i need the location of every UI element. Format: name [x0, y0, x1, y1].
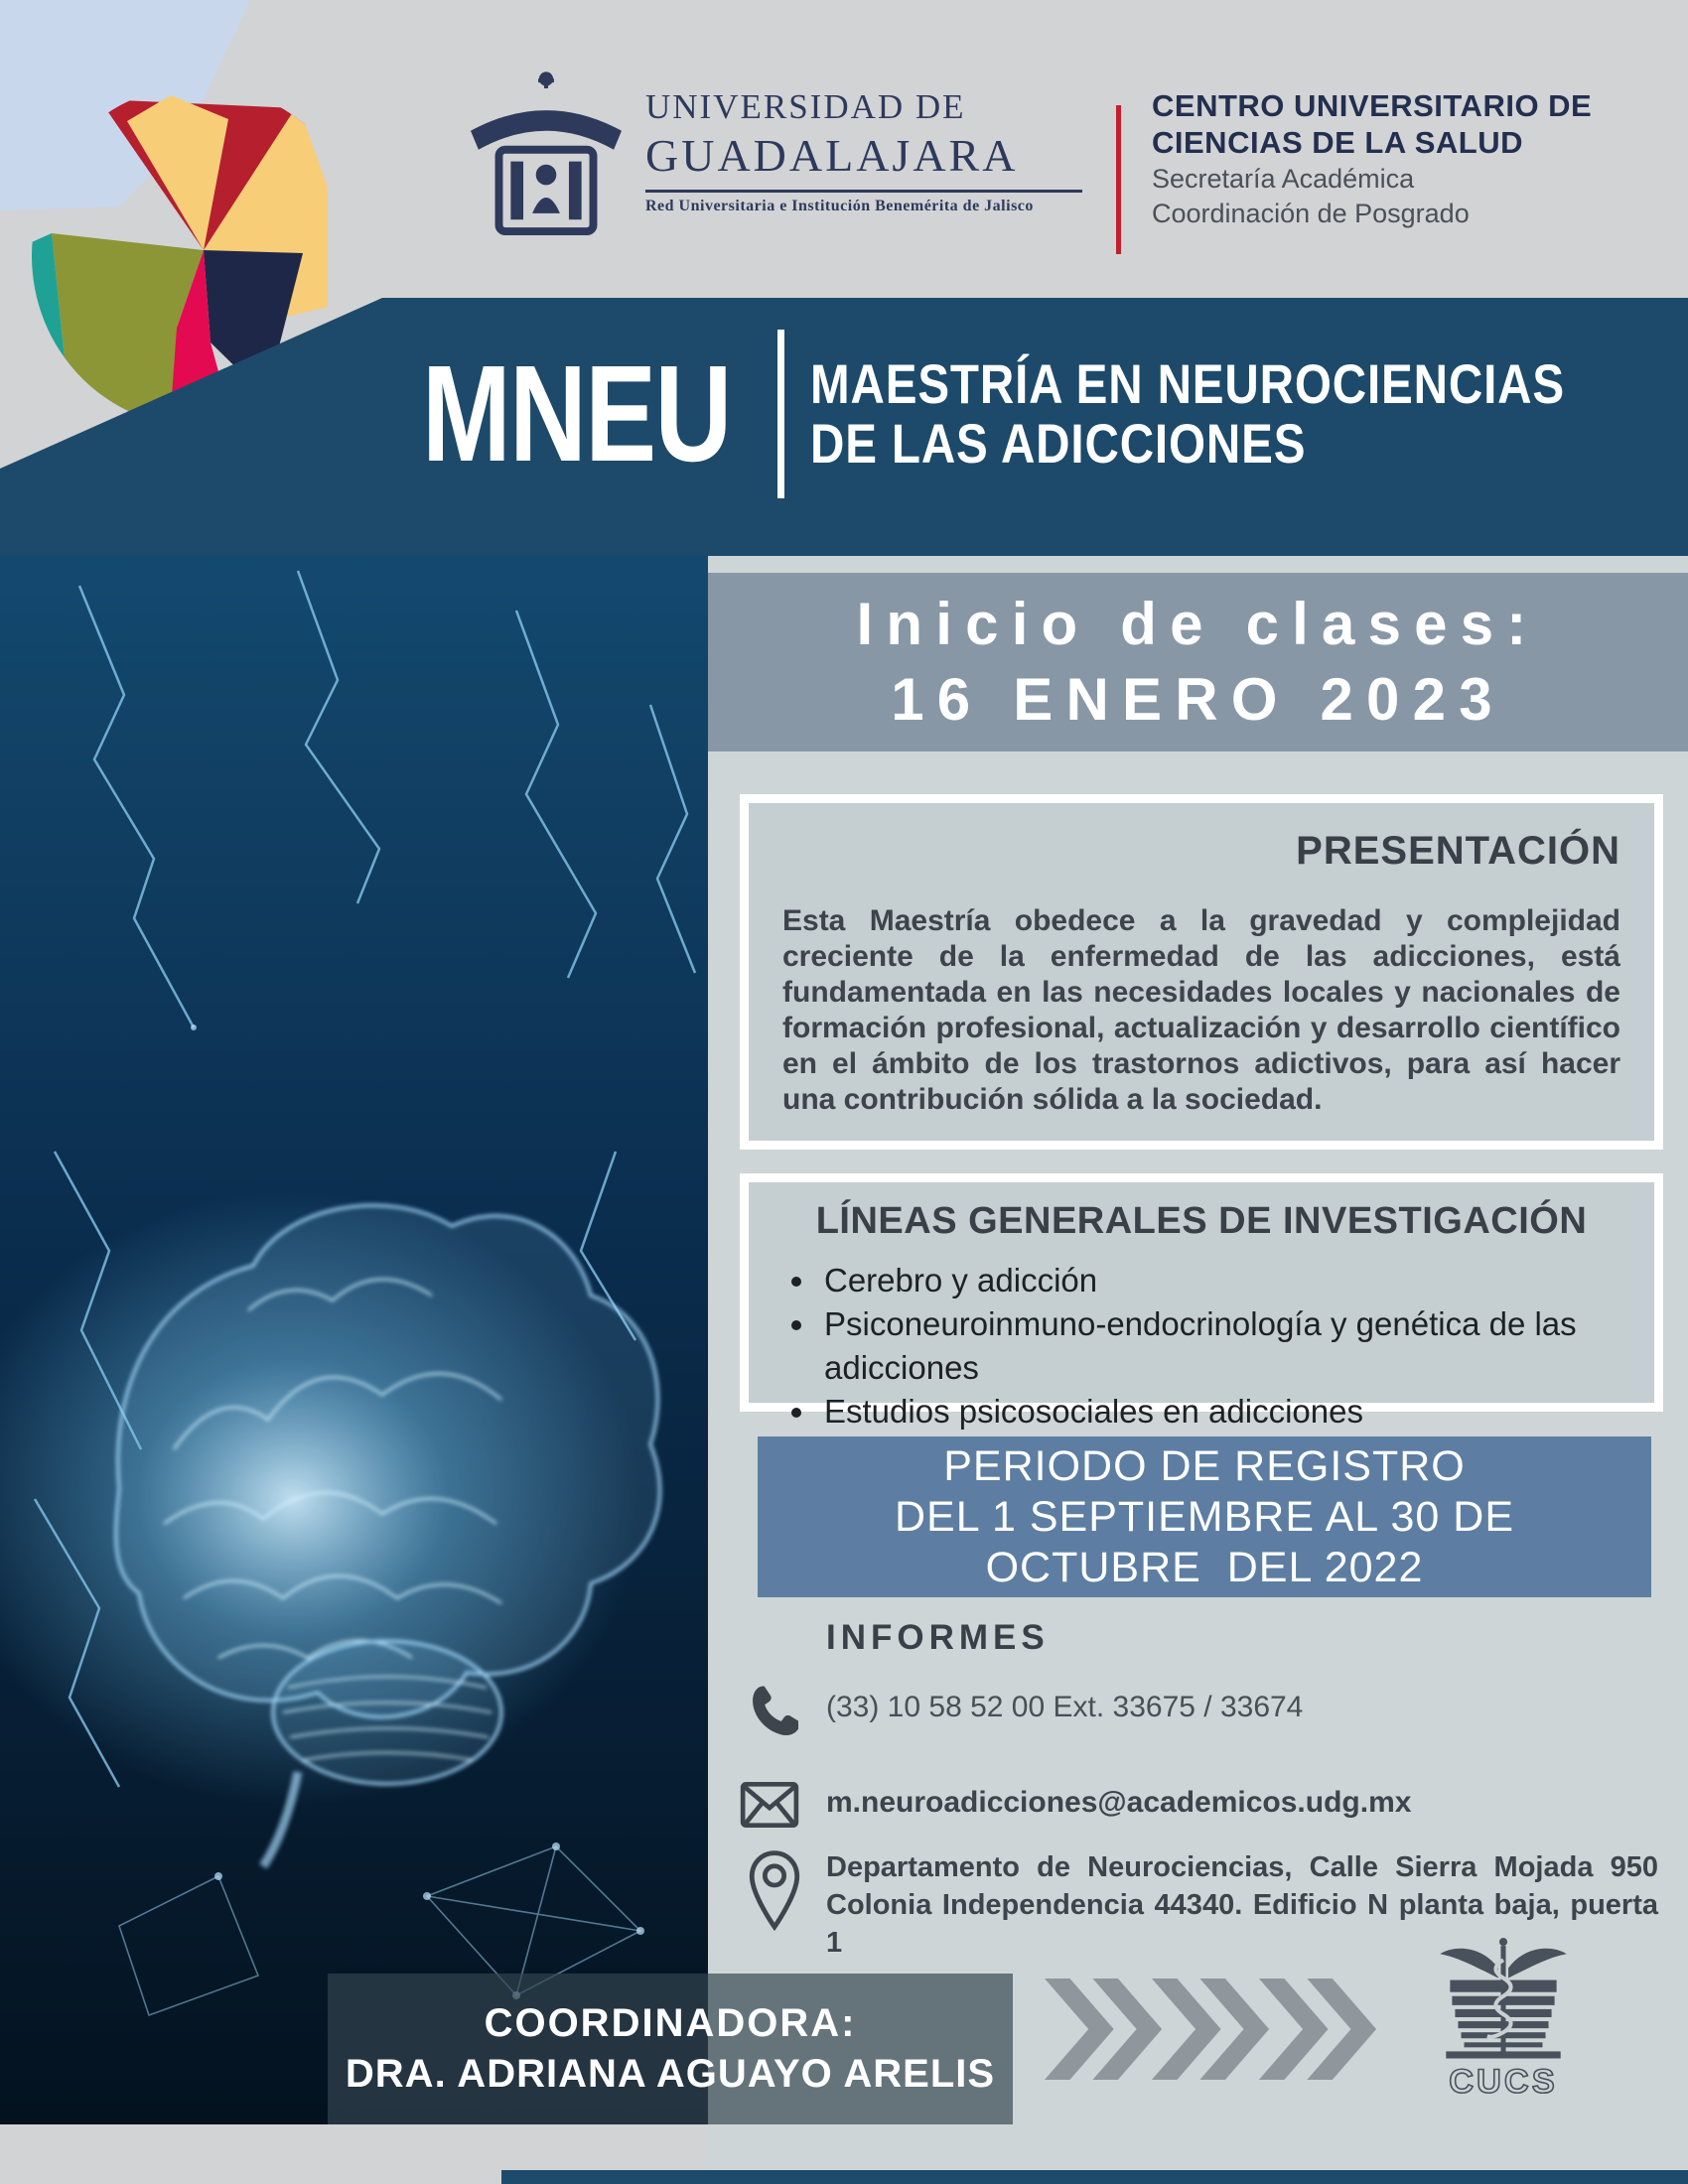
email-address: m.neuroadicciones@academicos.udg.mx — [826, 1786, 1412, 1819]
brain-image — [0, 556, 708, 2124]
research-lines-list — [790, 1259, 1626, 1433]
registration-line2: DEL 1 SEPTIEMBRE AL 30 DE — [894, 1492, 1515, 1541]
program-name-line1: MAESTRÍA EN NEUROCIENCIAS — [810, 352, 1566, 415]
start-of-classes-line2: 16 ENERO 2023 — [891, 666, 1505, 733]
registration-line3: OCTUBRE DEL 2022 — [985, 1543, 1424, 1591]
udg-crest-icon — [452, 68, 640, 241]
presentation-title: PRESENTACIÓN — [1296, 829, 1620, 873]
email-icon — [739, 1779, 800, 1831]
research-lines-box — [740, 1173, 1663, 1430]
university-wordmark — [645, 87, 1082, 215]
cucs-label: CUCS — [1449, 2062, 1558, 2101]
center-name-line2: CIENCIAS DE LA SALUD — [1152, 125, 1523, 160]
research-lines-title: LÍNEAS GENERALES DE INVESTIGACIÓN — [815, 1200, 1588, 1242]
chevron-arrows-icon — [1045, 1971, 1382, 2088]
registration-period-panel — [758, 1436, 1651, 1597]
presentation-body: Esta Maestría obedece a la gravedad y complejidad creciente de la enfermedad de las adicciones, está fundamentada en las necesidades locales y nacionales de formación profesional, actualización y desarrollo científico en el ámbito de los trastornos adictivos, para así hacer una contribución sólida a la sociedad. — [782, 904, 1620, 1116]
center-identity-block — [1152, 87, 1592, 230]
coordinator-label: COORDINADORA: — [484, 2001, 857, 2045]
program-banner — [422, 330, 1688, 498]
university-tagline: Red Universitaria e Institución Benemérita de Jalisco — [645, 198, 1034, 214]
cucs-logo — [1428, 1934, 1579, 2101]
coordinator-panel — [328, 1974, 1013, 2124]
research-line-item: • Cerebro y adicción — [818, 1259, 1626, 1302]
university-name-line1: UNIVERSIDAD DE — [645, 87, 966, 126]
research-line-item: • Estudios psicosociales en adicciones — [818, 1390, 1626, 1433]
bottom-accent-strip — [501, 2170, 1688, 2184]
contact-title: INFORMES — [826, 1618, 1050, 1657]
presentation-box — [740, 794, 1663, 1150]
address: Departamento de Neurociencias, Calle Sierra Mojada 950 Colonia Independencia 44340. Edificio N planta baja, puerta 1 — [826, 1851, 1658, 1959]
registration-line1: PERIODO DE REGISTRO — [943, 1441, 1466, 1490]
center-name-line1: CENTRO UNIVERSITARIO DE — [1152, 88, 1593, 123]
program-name-line2: DE LAS ADICCIONES — [810, 412, 1307, 475]
start-of-classes-line1: Inicio de clases: — [856, 591, 1540, 657]
research-line-item: • Psiconeuroinmuno-endocrinología y genética de las adicciones — [818, 1302, 1626, 1390]
wordmark-divider — [645, 190, 1082, 193]
phone-icon — [747, 1680, 798, 1741]
coordinator-name: DRA. ADRIANA AGUAYO ARELIS — [345, 2052, 996, 2096]
start-of-classes-panel — [708, 573, 1688, 751]
program-acronym: MNEU — [422, 338, 731, 490]
office-line2: Coordinación de Posgrado — [1152, 199, 1470, 228]
university-name-line2: GUADALAJARA — [645, 130, 1019, 181]
location-pin-icon — [747, 1848, 802, 1936]
office-line1: Secretaría Académica — [1152, 164, 1415, 194]
banner-separator — [777, 330, 784, 498]
phone-number: (33) 10 58 52 00 Ext. 33675 / 33674 — [826, 1691, 1304, 1723]
